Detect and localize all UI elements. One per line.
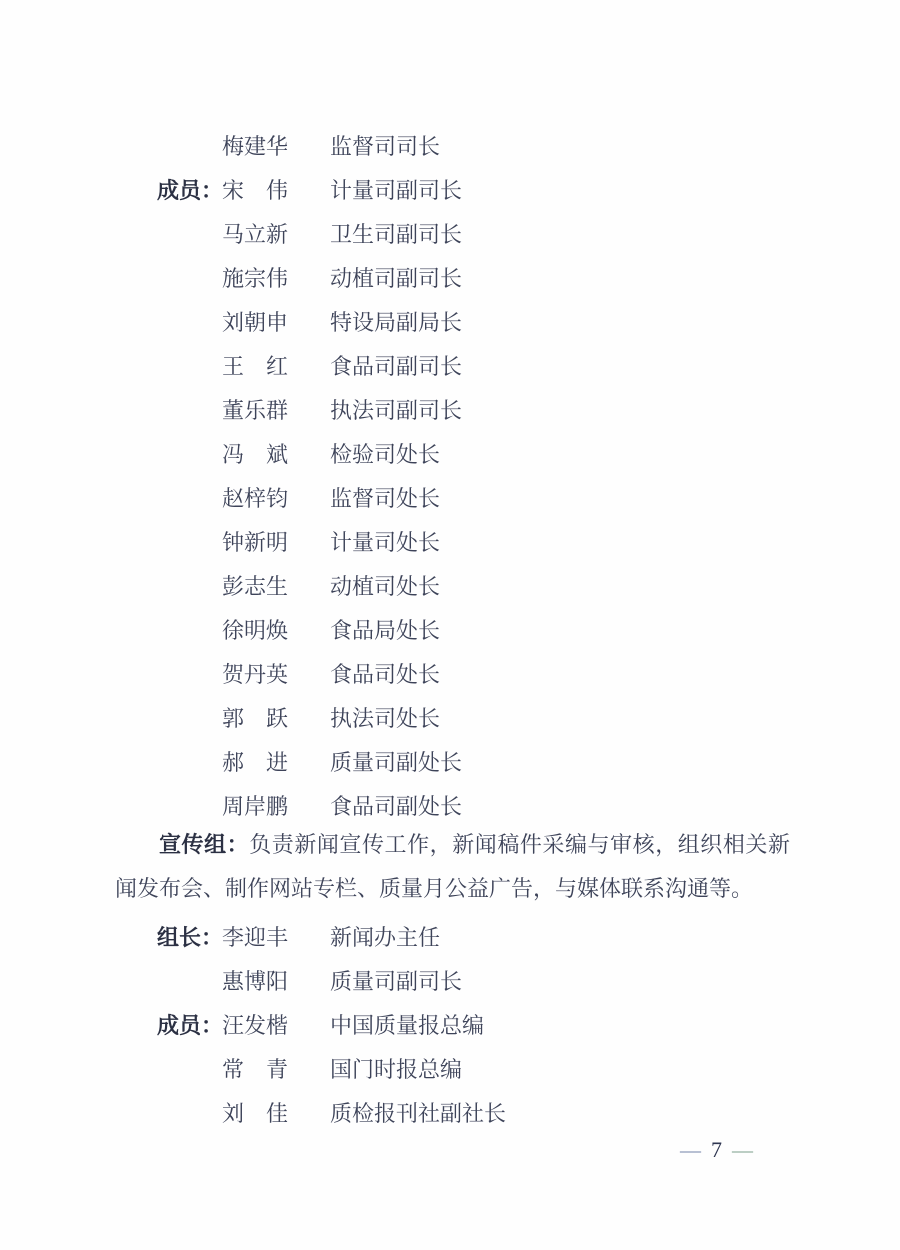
person-name: 常青 [222, 1057, 288, 1082]
person-title: 计量司处长 [330, 530, 441, 555]
personnel-row [0, 697, 900, 741]
person-name: 董乐群 [222, 398, 289, 423]
personnel-row [0, 345, 900, 389]
person-title: 执法司处长 [330, 706, 441, 731]
person-name: 周岸鹏 [222, 794, 289, 819]
personnel-row [0, 433, 900, 477]
person-title: 中国质量报总编 [330, 1013, 485, 1038]
person-name: 刘朝申 [222, 310, 289, 335]
person-title: 特设局副局长 [330, 310, 463, 335]
publicity-group-label: 宣传组： [159, 832, 250, 857]
person-title: 质检报刊社副社长 [330, 1101, 507, 1126]
role-label: 成员： [157, 1013, 224, 1038]
personnel-row [0, 477, 900, 521]
person-name: 刘佳 [222, 1101, 288, 1126]
person-name: 冯斌 [222, 442, 288, 467]
person-name: 钟新明 [222, 530, 289, 555]
personnel-row [0, 301, 900, 345]
page-number-dash-right: — [732, 1138, 753, 1162]
person-name: 宋伟 [222, 178, 288, 203]
person-name: 惠博阳 [222, 969, 289, 994]
personnel-row [0, 609, 900, 653]
personnel-row [0, 521, 900, 565]
person-title: 质量司副司长 [330, 969, 463, 994]
person-name: 施宗伟 [222, 266, 289, 291]
person-title: 监督司处长 [330, 486, 441, 511]
role-label: 成员： [157, 178, 224, 203]
person-title: 食品司副司长 [330, 354, 463, 379]
person-title: 国门时报总编 [330, 1057, 463, 1082]
person-title: 执法司副司长 [330, 398, 463, 423]
person-name: 郭跃 [222, 706, 288, 731]
person-name: 彭志生 [222, 574, 289, 599]
person-title: 食品司副处长 [330, 794, 463, 819]
person-title: 食品司处长 [330, 662, 441, 687]
person-name: 马立新 [222, 222, 289, 247]
personnel-row [0, 1092, 900, 1136]
personnel-row [0, 1004, 900, 1048]
person-name: 梅建华 [222, 134, 289, 159]
personnel-row [0, 960, 900, 1004]
person-title: 动植司副司长 [330, 266, 463, 291]
personnel-row [0, 389, 900, 433]
person-name: 徐明焕 [222, 618, 289, 643]
personnel-row [0, 169, 900, 213]
person-title: 检验司处长 [330, 442, 441, 467]
page-footer [680, 1136, 753, 1164]
personnel-row [0, 1048, 900, 1092]
person-title: 卫生司副司长 [330, 222, 463, 247]
personnel-row [0, 257, 900, 301]
person-title: 新闻办主任 [330, 925, 441, 950]
page-number-dash-left: — [680, 1138, 701, 1162]
publicity-roster [0, 916, 900, 1136]
personnel-row [0, 741, 900, 785]
person-title: 食品局处长 [330, 618, 441, 643]
person-name: 李迎丰 [222, 925, 289, 950]
role-label: 组长： [157, 925, 224, 950]
person-name: 贺丹英 [222, 662, 289, 687]
person-title: 质量司副处长 [330, 750, 463, 775]
personnel-row [0, 213, 900, 257]
person-title: 动植司处长 [330, 574, 441, 599]
person-name: 赵梓钧 [222, 486, 289, 511]
publicity-group-paragraph [0, 823, 790, 911]
personnel-row [0, 565, 900, 609]
page-number: 7 [711, 1137, 722, 1162]
person-name: 汪发楷 [222, 1013, 289, 1038]
publicity-group-description: 负责新闻宣传工作，新闻稿件采编与审核，组织相关新闻发布会、制作网站专栏、质量月公益广告，与媒体联系沟通等。 [115, 832, 790, 901]
person-name: 王红 [222, 354, 288, 379]
page-content [0, 125, 900, 1136]
personnel-row [0, 785, 900, 829]
personnel-row [0, 916, 900, 960]
person-name: 郝进 [222, 750, 288, 775]
personnel-row [0, 653, 900, 697]
person-title: 监督司司长 [330, 134, 441, 159]
personnel-row [0, 125, 900, 169]
person-title: 计量司副司长 [330, 178, 463, 203]
